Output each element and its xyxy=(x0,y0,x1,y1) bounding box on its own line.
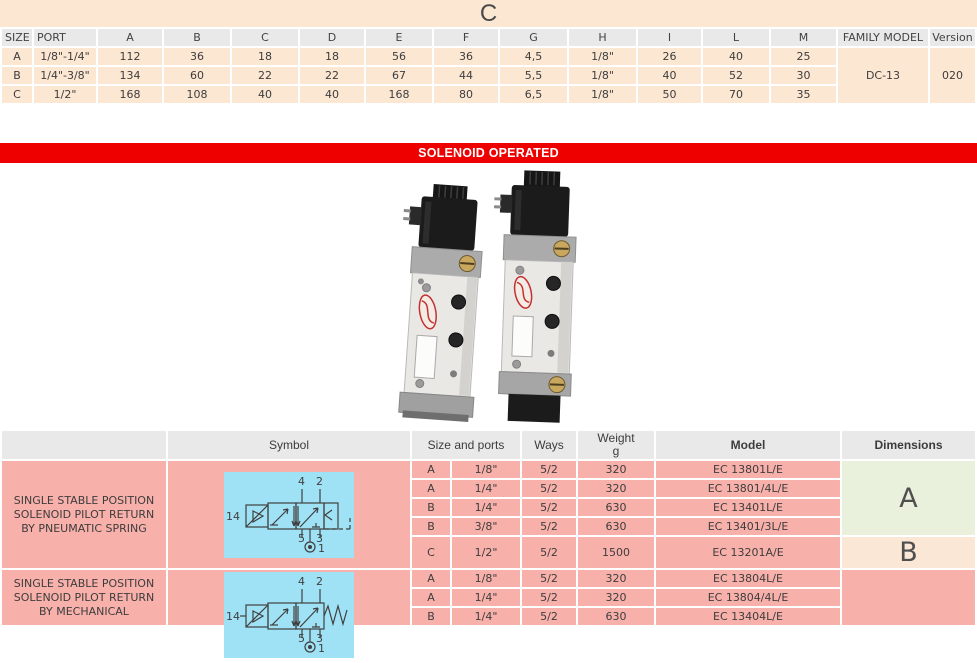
port-label-2: 2 xyxy=(316,474,323,488)
col-header-l: L xyxy=(703,29,769,46)
valve-photos-illustration xyxy=(374,171,604,423)
header-symbol: Symbol xyxy=(168,431,410,459)
col-header-m: M xyxy=(771,29,836,46)
port-label-4: 4 xyxy=(298,474,305,488)
cell-value: 18 xyxy=(232,48,298,65)
cell-weight: 630 xyxy=(578,608,654,625)
header-weight xyxy=(578,431,654,459)
cell-value: 36 xyxy=(164,48,230,65)
cell-size: A xyxy=(412,589,450,606)
cell-value: 6,5 xyxy=(500,86,567,103)
cell-model: EC 13804L/E xyxy=(656,570,840,587)
cell-size: B xyxy=(412,608,450,625)
port-label-4: 4 xyxy=(298,575,305,588)
cell-port: 1/4" xyxy=(452,499,520,516)
cell-value: 50 xyxy=(638,86,701,103)
cell-value: 1/8" xyxy=(569,67,636,84)
col-header-a: A xyxy=(98,29,162,46)
valve-symbol-pneumatic-spring xyxy=(224,472,354,558)
valve-symbol-mechanical-return xyxy=(224,572,354,658)
page-title: C xyxy=(479,0,498,27)
cell-port: 3/8" xyxy=(452,518,520,535)
header-description xyxy=(2,431,166,459)
page-letter-band xyxy=(0,0,977,27)
cell-weight: 320 xyxy=(578,480,654,497)
table-row xyxy=(2,67,975,84)
section-description: SINGLE STABLE POSITION SOLENOID PILOT RETURN BY PNEUMATIC SPRING xyxy=(2,461,166,568)
catalog-header-row xyxy=(2,431,975,459)
cell-weight: 320 xyxy=(578,461,654,478)
cell-value: 18 xyxy=(300,48,364,65)
col-header-e: E xyxy=(366,29,432,46)
cell-model: EC 13804/4L/E xyxy=(656,589,840,606)
cell-value: 40 xyxy=(703,48,769,65)
cell-port: 1/2" xyxy=(34,86,96,103)
cell-port: 1/2" xyxy=(452,537,520,568)
cell-ways: 5/2 xyxy=(522,461,576,478)
cell-port: 1/4"-3/8" xyxy=(34,67,96,84)
valve-photo-double-solenoid xyxy=(486,169,578,423)
col-header-port: PORT xyxy=(34,29,96,46)
col-header-f: F xyxy=(434,29,498,46)
cell-value: 40 xyxy=(300,86,364,103)
cell-ways: 5/2 xyxy=(522,537,576,568)
dimension-empty-cell xyxy=(842,570,975,625)
cell-family-model: DC-13 xyxy=(838,48,928,103)
cell-value: 35 xyxy=(771,86,836,103)
cell-model: EC 13401L/E xyxy=(656,499,840,516)
cell-value: 1/8" xyxy=(569,48,636,65)
cell-value: 52 xyxy=(703,67,769,84)
catalog-table xyxy=(0,429,977,655)
cell-value: 44 xyxy=(434,67,498,84)
cell-value: 40 xyxy=(232,86,298,103)
col-header-b: B xyxy=(164,29,230,46)
port-label-1: 1 xyxy=(318,642,325,655)
cell-port: 1/8" xyxy=(452,570,520,587)
cell-model: EC 13401/3L/E xyxy=(656,518,840,535)
cell-value: 36 xyxy=(434,48,498,65)
dimensions-table xyxy=(0,27,977,105)
col-header-c: C xyxy=(232,29,298,46)
header-size-and-ports: Size and ports xyxy=(412,431,520,459)
cell-value: 5,5 xyxy=(500,67,567,84)
cell-ways: 5/2 xyxy=(522,608,576,625)
cell-port: 1/4" xyxy=(452,480,520,497)
cell-value: 25 xyxy=(771,48,836,65)
port-label-14: 14 xyxy=(226,610,240,623)
port-label-3: 3 xyxy=(316,632,323,645)
section-banner xyxy=(0,143,977,163)
cell-value: 134 xyxy=(98,67,162,84)
port-label-3: 3 xyxy=(316,531,323,545)
table-row xyxy=(2,86,975,103)
cell-ways: 5/2 xyxy=(522,480,576,497)
cell-size: A xyxy=(2,48,32,65)
cell-value: 67 xyxy=(366,67,432,84)
col-header-h: H xyxy=(569,29,636,46)
cell-size: B xyxy=(2,67,32,84)
cell-size: B xyxy=(412,499,450,516)
cell-ways: 5/2 xyxy=(522,570,576,587)
cell-weight: 630 xyxy=(578,499,654,516)
dimension-b-cell: B xyxy=(842,537,975,568)
cell-value: 4,5 xyxy=(500,48,567,65)
cell-model: EC 13201A/E xyxy=(656,537,840,568)
cell-value: 70 xyxy=(703,86,769,103)
port-label-5: 5 xyxy=(298,632,305,645)
cell-value: 108 xyxy=(164,86,230,103)
col-header-d: D xyxy=(300,29,364,46)
cell-value: 168 xyxy=(366,86,432,103)
header-weight-line1: Weight xyxy=(597,431,635,445)
port-label-5: 5 xyxy=(298,531,305,545)
col-header-size: SIZE xyxy=(2,29,32,46)
table-row xyxy=(2,461,975,478)
cell-value: 168 xyxy=(98,86,162,103)
cell-value: 56 xyxy=(366,48,432,65)
section-description: SINGLE STABLE POSITION SOLENOID PILOT RETURN BY MECHANICAL xyxy=(2,570,166,625)
table-row xyxy=(2,48,975,65)
header-dimensions: Dimensions xyxy=(842,431,975,459)
port-label-1: 1 xyxy=(318,541,325,555)
cell-value: 112 xyxy=(98,48,162,65)
cell-size: A xyxy=(412,461,450,478)
cell-value: 80 xyxy=(434,86,498,103)
banner-label: SOLENOID OPERATED xyxy=(418,146,559,160)
cell-value: 60 xyxy=(164,67,230,84)
cell-weight: 630 xyxy=(578,518,654,535)
cell-ways: 5/2 xyxy=(522,499,576,516)
dimension-a-cell: A xyxy=(842,461,975,535)
cell-weight: 1500 xyxy=(578,537,654,568)
cell-port: 1/4" xyxy=(452,608,520,625)
valve-photo-single-solenoid xyxy=(389,182,488,422)
cell-value: 40 xyxy=(638,67,701,84)
cell-port: 1/8" xyxy=(452,461,520,478)
product-photos xyxy=(0,163,977,429)
symbol-cell xyxy=(168,570,410,655)
header-weight-unit: g xyxy=(612,444,620,458)
cell-value: 22 xyxy=(232,67,298,84)
cell-model: EC 13801/4L/E xyxy=(656,480,840,497)
cell-model: EC 13801L/E xyxy=(656,461,840,478)
cell-size: C xyxy=(2,86,32,103)
port-label-14: 14 xyxy=(226,509,240,523)
cell-size: C xyxy=(412,537,450,568)
table-row xyxy=(2,570,975,587)
symbol-cell xyxy=(168,461,410,568)
cell-weight: 320 xyxy=(578,570,654,587)
cell-ways: 5/2 xyxy=(522,518,576,535)
cell-model: EC 13404L/E xyxy=(656,608,840,625)
cell-value: 1/8" xyxy=(569,86,636,103)
port-label-2: 2 xyxy=(316,575,323,588)
header-ways: Ways xyxy=(522,431,576,459)
cell-value: 26 xyxy=(638,48,701,65)
cell-port: 1/4" xyxy=(452,589,520,606)
table-header-row xyxy=(2,29,975,46)
cell-port: 1/8"-1/4" xyxy=(34,48,96,65)
col-header-version: Version xyxy=(930,29,975,46)
cell-size: A xyxy=(412,570,450,587)
cell-version: 020 xyxy=(930,48,975,103)
col-header-g: G xyxy=(500,29,567,46)
col-header-family-model: FAMILY MODEL xyxy=(838,29,928,46)
cell-size: B xyxy=(412,518,450,535)
cell-weight: 320 xyxy=(578,589,654,606)
cell-value: 22 xyxy=(300,67,364,84)
cell-ways: 5/2 xyxy=(522,589,576,606)
col-header-i: I xyxy=(638,29,701,46)
header-model: Model xyxy=(656,431,840,459)
cell-size: A xyxy=(412,480,450,497)
cell-value: 30 xyxy=(771,67,836,84)
